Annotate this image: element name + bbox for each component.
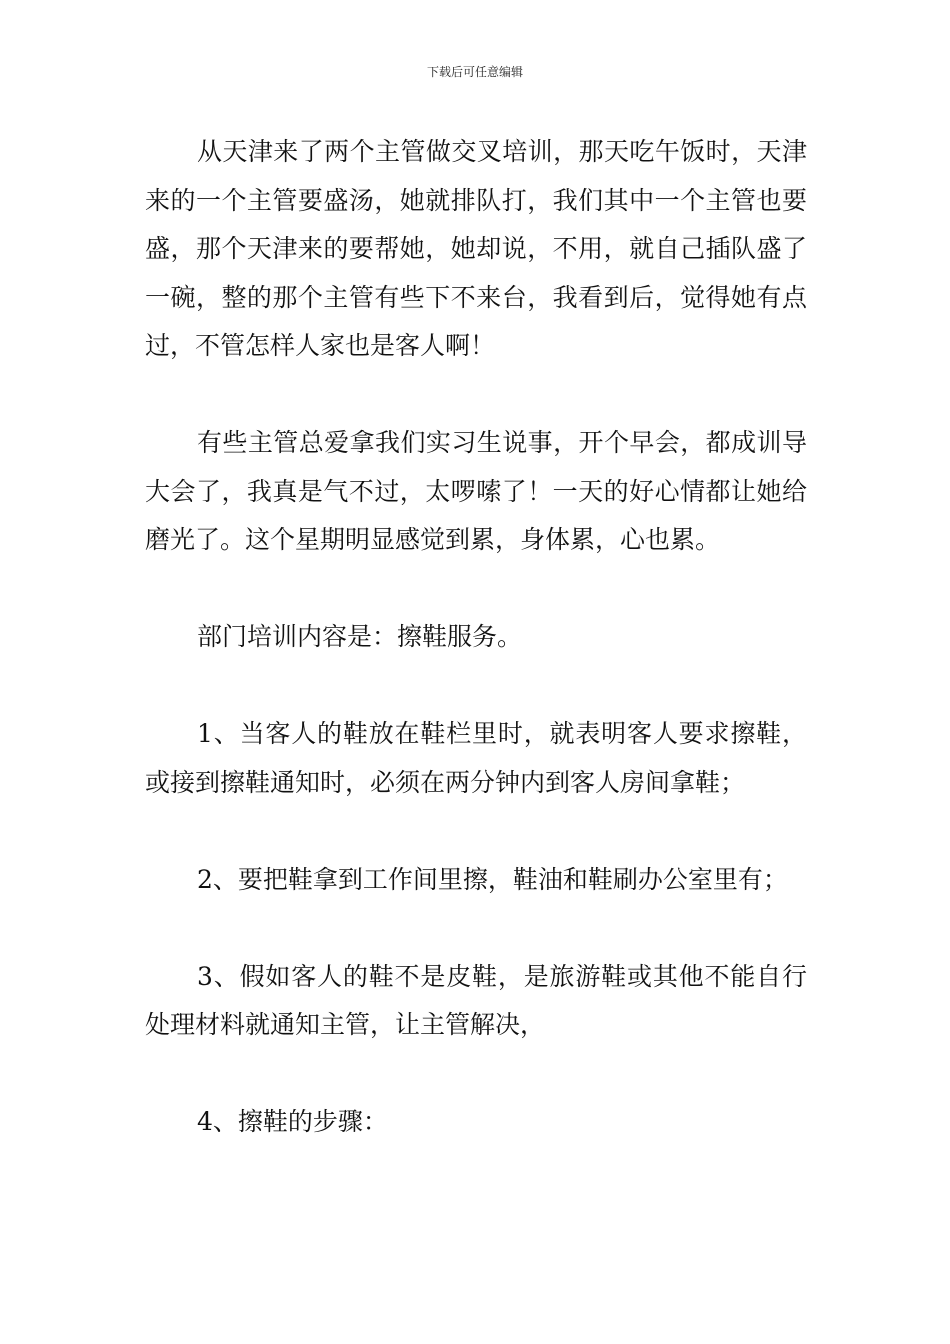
list-item: 3、假如客人的鞋不是皮鞋，是旅游鞋或其他不能自行处理材料就通知主管，让主管解决， [145, 961, 807, 1039]
list-item: 1、当客人的鞋放在鞋栏里时，就表明客人要求擦鞋，或接到擦鞋通知时，必须在两分钟内到客人房间拿鞋； [145, 719, 807, 797]
paragraph-gap [145, 904, 807, 953]
list-item: 2、要把鞋拿到工作间里擦，鞋油和鞋刷办公室里有； [197, 864, 788, 894]
paragraph-gap [145, 662, 807, 711]
paragraph-gap [145, 371, 807, 420]
list-item: 4、擦鞋的步骤： [197, 1107, 388, 1136]
paragraph: 有些主管总爱拿我们实习生说事，开个早会，都成训导大会了，我真是气不过，太啰嗦了！一天的好心情都让她给磨光了。这个星期明显感觉到累，身体累，心也累。 [145, 428, 807, 554]
document-body [145, 128, 807, 1147]
paragraph-gap [145, 565, 807, 614]
paragraph-gap [145, 807, 807, 856]
paragraph-gap [145, 1050, 807, 1099]
paragraph: 从天津来了两个主管做交叉培训，那天吃午饭时，天津来的一个主管要盛汤，她就排队打，我们其中一个主管也要盛，那个天津来的要帮她，她却说，不用，就自己插队盛了一碗，整的那个主管有些下不来台，我看到后，觉得她有点过，不管怎样人家也是客人啊！ [145, 137, 807, 360]
page-header: 下载后可任意编辑 [426, 65, 523, 79]
paragraph: 部门培训内容是：擦鞋服务。 [197, 622, 523, 651]
